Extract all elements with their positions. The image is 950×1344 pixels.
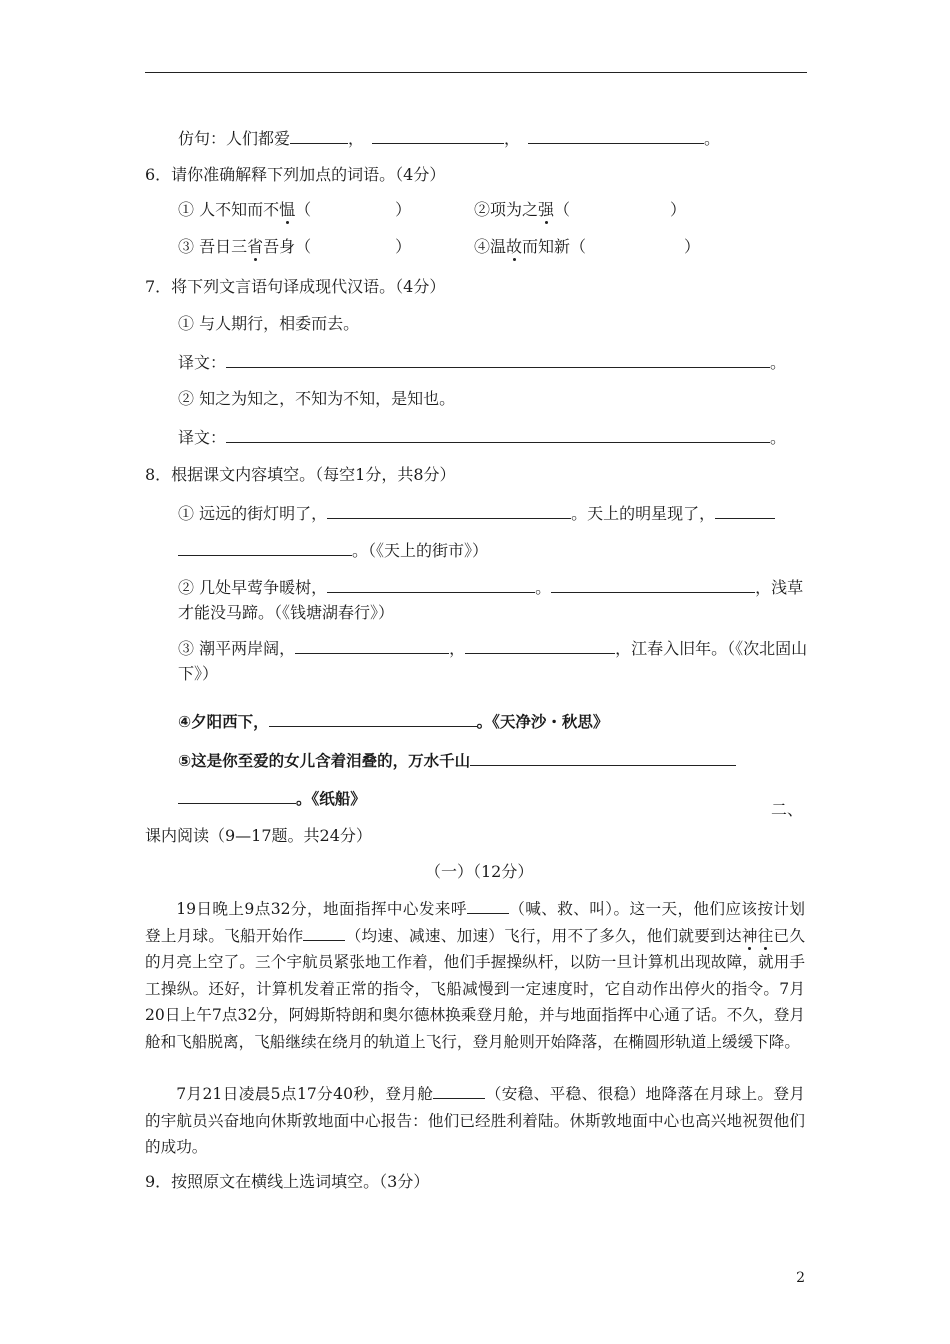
fill-blank[interactable] (290, 128, 348, 144)
question-8-title: 8．根据课文内容填空。（每空1分，共8分） (145, 465, 456, 484)
fill-blank[interactable] (528, 128, 704, 144)
q6-item-b: ②项为之强（ ） (474, 200, 687, 219)
fangju-line: 仿句：人们都爱 ， ， 。 (178, 129, 721, 148)
q8-line-6: 下》） (178, 664, 219, 683)
passage-paragraph-1: 19日晚上9点32分，地面指挥中心发来呼 （喊、救、叫）。这一天，他们应该按计划登上月球。飞船开始作 （均速、减速、加速）飞行，用不了多久，他们就要到达神往已久的月亮上空了。三个宇航员紧张地工作着，他们手握操纵杆，以防一旦计算机出现故障，就用手工操纵。还好，计算机发着正常的指令，飞船减慢到一定速度时，它自动作出停火的指令。7月20日上午7点32分，阿姆斯特朗和奥尔德林换乘登月舱，并与地面指挥中心通了话。不久，登月舱和飞船脱离，飞船继续在绕月的轨道上飞行，登月舱则开始降落，在椭圆形轨道上缓缓下降。 (145, 900, 805, 1051)
fill-blank[interactable] (470, 750, 736, 766)
q7-translation-2: 译文： 。 (178, 428, 787, 447)
q7-sentence-1: ① 与人期行，相委而去。 (178, 314, 360, 333)
q6-item-d: ④温故而知新（ ） (474, 237, 701, 256)
fill-blank[interactable] (269, 711, 477, 727)
translation-blank[interactable] (226, 427, 770, 443)
fill-blank[interactable] (295, 638, 449, 654)
question-7-title: 7．将下列文言语句译成现代汉语。（4分） (145, 277, 446, 296)
q8-line-9: 。《纸船》 (178, 788, 366, 809)
fill-blank[interactable] (327, 503, 571, 519)
q8-line-2: 。（《天上的街市》） (178, 540, 488, 561)
fill-blank[interactable] (303, 925, 345, 941)
section-number: 二、 (771, 800, 804, 819)
fill-blank[interactable] (467, 898, 509, 914)
q6-item-a: ① 人不知而不愠（ ） (178, 200, 412, 219)
page-number: 2 (796, 1270, 805, 1286)
q8-line-7: ④夕阳西下， 。《天净沙・秋思》 (178, 713, 609, 731)
fill-blank[interactable] (372, 128, 504, 144)
question-9-title: 9．按照原文在横线上选词填空。（3分） (145, 1172, 430, 1191)
fill-blank[interactable] (327, 577, 535, 593)
fill-blank[interactable] (465, 638, 615, 654)
q6-item-c: ③ 吾日三省吾身（ ） (178, 237, 412, 256)
fill-blank[interactable] (178, 788, 296, 804)
fill-blank[interactable] (551, 577, 755, 593)
header-rule (145, 72, 807, 73)
q8-line-3: ② 几处早莺争暖树， 。 ，浅草 (178, 578, 804, 597)
q8-line-8: ⑤这是你至爱的女儿含着泪叠的，万水千山 (178, 750, 736, 771)
passage-paragraph-2: 7月21日凌晨5点17分40秒，登月舱 （安稳、平稳、很稳）地降落在月球上。登月的宇航员兴奋地向休斯敦地面中心报告：他们已经胜利着陆。休斯敦地面中心也高兴地祝贺他们的成功。 (145, 1085, 805, 1156)
q7-translation-1: 译文： 。 (178, 353, 787, 372)
q7-sentence-2: ② 知之为知之，不知为不知，是知也。 (178, 389, 456, 408)
fill-blank[interactable] (433, 1083, 485, 1099)
subsection-title: （一）（12分） (425, 862, 534, 881)
fill-blank[interactable] (178, 540, 352, 556)
q8-line-5: ③ 潮平两岸阔， ， ，江春入旧年。（《次北固山 (178, 639, 808, 658)
fill-blank[interactable] (715, 503, 775, 519)
section-title: 课内阅读（9—17题。共24分） (145, 826, 372, 845)
translation-blank[interactable] (226, 352, 770, 368)
q8-line-1: ① 远远的街灯明了， 。天上的明星现了， (178, 503, 775, 524)
question-6-title: 6．请你准确解释下列加点的词语。（4分） (145, 165, 446, 184)
q8-line-4: 才能没马蹄。（《钱塘湖春行》） (178, 603, 395, 622)
